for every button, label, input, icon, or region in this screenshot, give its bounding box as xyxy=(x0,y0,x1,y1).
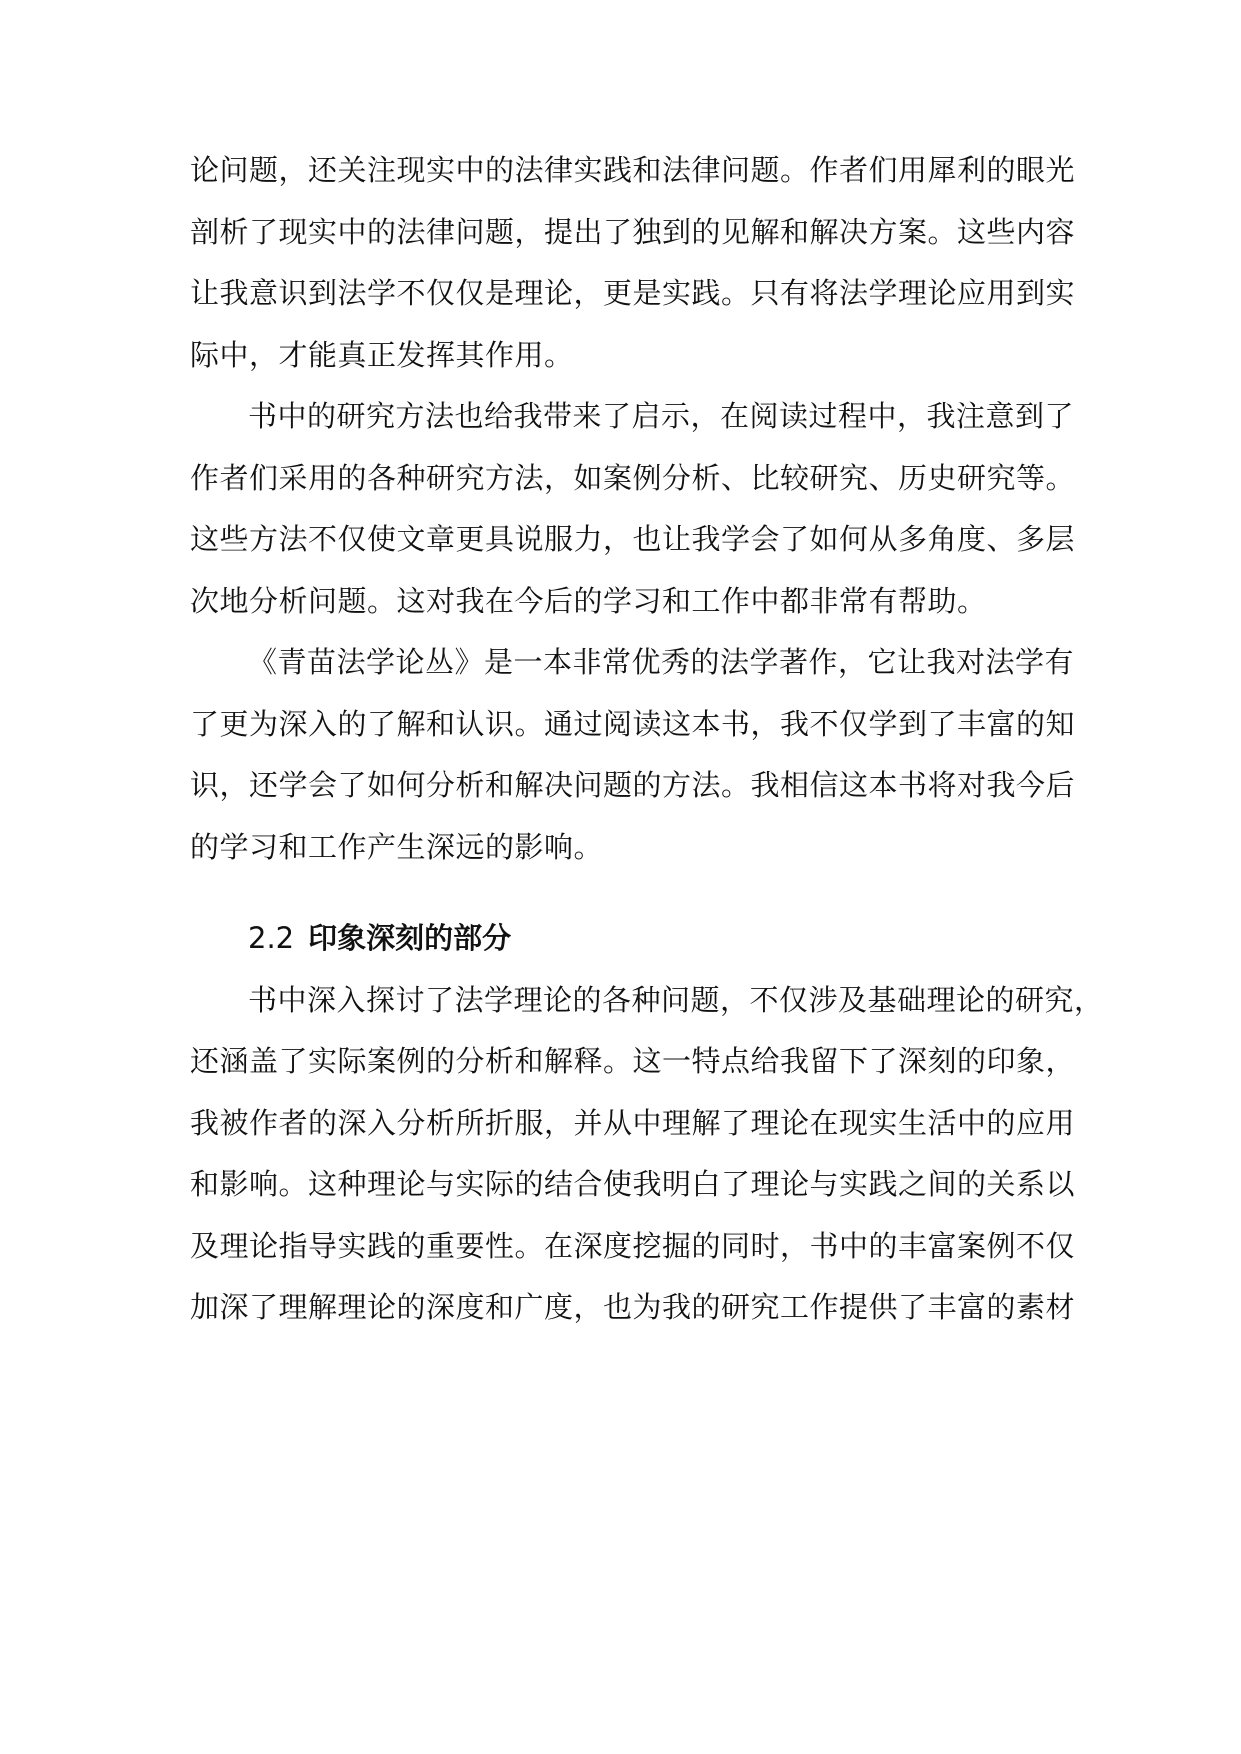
section-heading xyxy=(190,908,1060,970)
paragraph-book-summary xyxy=(190,632,1076,878)
text-line: 书中的研究方法也给我带来了启示，在阅读过程中，我注意到了 xyxy=(248,399,1075,433)
text-line: 剖析了现实中的法律问题，提出了独到的见解和解决方案。这些内容 xyxy=(190,214,1076,249)
paragraph-continuation xyxy=(190,140,1076,386)
text-line: 及理论指导实践的重要性。在深度挖掘的同时，书中的丰富案例不仅 xyxy=(190,1228,1076,1263)
text-line: 加深了理解理论的深度和广度，也为我的研究工作提供了丰富的素材 xyxy=(190,1290,1076,1324)
text-line: 论问题，还关注现实中的法律实践和法律问题。作者们用犀利的眼光 xyxy=(190,153,1076,187)
text-line: 了更为深入的了解和认识。通过阅读这本书，我不仅学到了丰富的知 xyxy=(190,706,1076,741)
section-title: 印象深刻的部分 xyxy=(308,921,512,955)
text-line: 书中深入探讨了法学理论的各种问题，不仅涉及基础理论的研究， xyxy=(248,982,1104,1017)
text-line: 还涵盖了实际案例的分析和解释。这一特点给我留下了深刻的印象， xyxy=(190,1044,1076,1078)
section-number: 2.2 xyxy=(248,921,295,955)
text-line: 的学习和工作产生深远的影响。 xyxy=(190,829,604,864)
text-line: 《青苗法学论丛》是一本非常优秀的法学著作，它让我对法学有 xyxy=(248,645,1075,679)
text-line: 次地分析问题。这对我在今后的学习和工作中都非常有帮助。 xyxy=(190,583,987,618)
text-line: 我被作者的深入分析所折服，并从中理解了理论在现实生活中的应用 xyxy=(190,1105,1076,1140)
text-line: 让我意识到法学不仅仅是理论，更是实践。只有将法学理论应用到实 xyxy=(190,276,1076,310)
text-line: 作者们采用的各种研究方法，如案例分析、比较研究、历史研究等。 xyxy=(190,460,1076,495)
text-line: 和影响。这种理论与实际的结合使我明白了理论与实践之间的关系以 xyxy=(190,1167,1076,1201)
paragraph-research-methods xyxy=(190,386,1076,632)
text-line: 这些方法不仅使文章更具说服力，也让我学会了如何从多角度、多层 xyxy=(190,522,1076,556)
section-spacer xyxy=(190,878,1060,908)
text-line: 际中，才能真正发挥其作用。 xyxy=(190,337,574,372)
paragraph-impressive-part xyxy=(190,970,1104,1339)
text-line: 识，还学会了如何分析和解决问题的方法。我相信这本书将对我今后 xyxy=(190,768,1076,802)
document-body xyxy=(190,140,1104,1339)
